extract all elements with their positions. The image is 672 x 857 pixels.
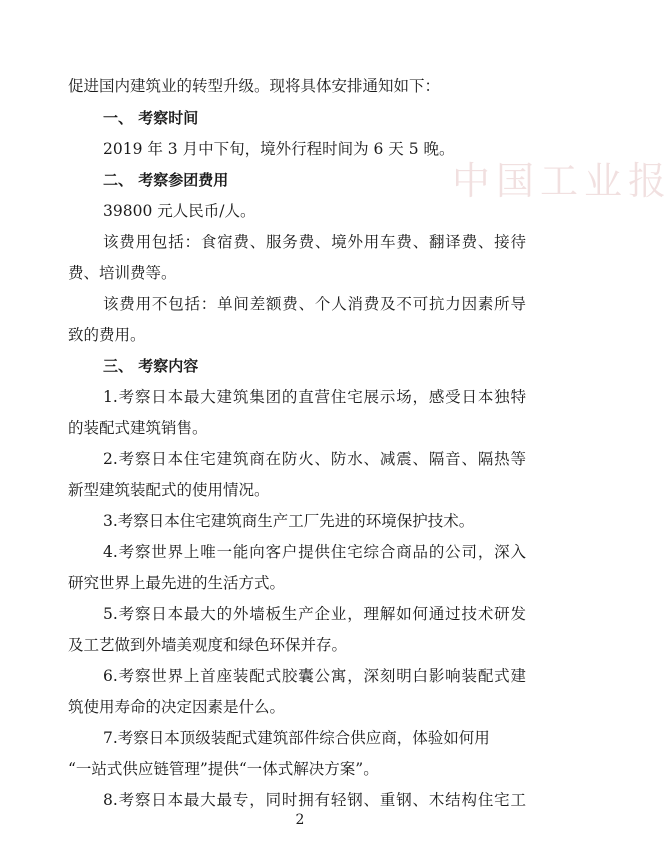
list-item-line: 6.考察世界上首座装配式胶囊公寓，深刻明白影响装配式建 — [103, 667, 526, 685]
list-item-line: 1.考察日本最大建筑集团的直营住宅展示场，感受日本独特 — [103, 388, 526, 406]
list-item-line: 研究世界上最先进的生活方式。 — [68, 574, 286, 592]
list-item-line: 及工艺做到外墙美观度和绿色环保并存。 — [68, 636, 348, 654]
paragraph-line: 该费用包括：食宿费、服务费、境外用车费、翻译费、接待 — [103, 233, 526, 251]
section-heading-3: 三、 考察内容 — [103, 357, 199, 375]
paragraph-line: 2019 年 3 月中下旬，境外行程时间为 6 天 5 晚。 — [103, 140, 455, 158]
page-number: 2 — [295, 812, 305, 828]
list-item-line: 新型建筑装配式的使用情况。 — [68, 481, 270, 499]
list-item-line: 7.考察日本顶级装配式建筑部件综合供应商，体验如何用 — [103, 729, 490, 747]
list-item-line: “一站式供应链管理”提供“一体式解决方案”。 — [68, 760, 379, 778]
intro-line: 促进国内建筑业的转型升级。现将具体安排通知如下： — [68, 77, 441, 95]
paragraph-line: 39800 元人民币/人。 — [103, 202, 256, 220]
list-item-line: 4.考察世界上唯一能向客户提供住宅综合商品的公司，深入 — [103, 543, 526, 561]
paragraph-line: 该费用不包括：单间差额费、个人消费及不可抗力因素所导 — [103, 295, 526, 313]
paragraph-line: 致的费用。 — [68, 326, 146, 344]
list-item-line: 的装配式建筑销售。 — [68, 419, 208, 437]
list-item-line: 3.考察日本住宅建筑商生产工厂先进的环境保护技术。 — [103, 512, 475, 530]
list-item-line: 2.考察日本住宅建筑商在防火、防水、减震、隔音、隔热等 — [103, 450, 526, 468]
section-heading-1: 一、 考察时间 — [103, 109, 199, 127]
list-item-line: 8.考察日本最大最专，同时拥有轻钢、重钢、木结构住宅工 — [103, 791, 526, 809]
list-item-line: 筑使用寿命的决定因素是什么。 — [68, 698, 286, 716]
list-item-line: 5.考察日本最大的外墙板生产企业，理解如何通过技术研发 — [103, 605, 526, 623]
section-heading-2: 二、 考察参团费用 — [103, 171, 229, 189]
watermark-text: 中国工业报 — [452, 159, 672, 203]
paragraph-line: 费、培训费等。 — [68, 264, 177, 282]
